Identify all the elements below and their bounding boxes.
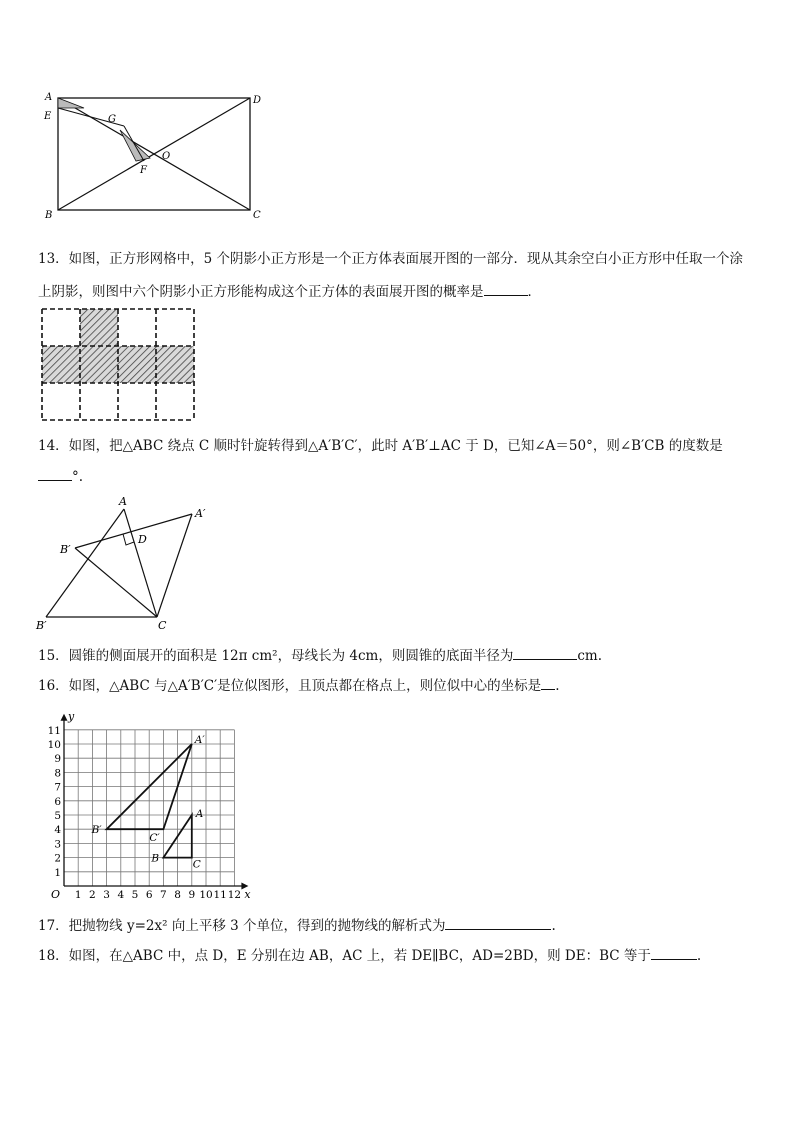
question-13-end: ． <box>527 284 541 300</box>
x-tick-label-12: 12 <box>227 889 242 900</box>
question-17 <box>38 915 556 936</box>
question-18-text: 18．如图，在△ABC 中，点 D，E 分别在边 AB，AC 上，若 DE∥BC，AD=2BD，则 DE：BC 等于 <box>38 948 651 964</box>
label-e: E <box>44 111 52 122</box>
label-o: O <box>162 151 171 162</box>
y-tick-label-8: 8 <box>54 767 61 780</box>
rotation-figure <box>34 492 224 634</box>
y-tick-label-11: 11 <box>47 724 61 737</box>
label-d: D <box>138 533 147 546</box>
vertex-label-1-2: C′ <box>149 832 160 845</box>
y-tick-label-4: 4 <box>54 824 61 837</box>
label-a: A <box>119 495 127 508</box>
question-14-line1: 14．如图，把△ABC 绕点 C 顺时针旋转得到△A′B′C′，此时 A′B′⊥AC 于 D，已知∠A＝50°，则∠B′CB 的度数是 <box>38 438 723 454</box>
x-tick-label-11: 11 <box>213 889 227 900</box>
x-tick-label-5: 5 <box>131 889 139 900</box>
vertex-label-1-1: B′ <box>91 824 102 837</box>
y-axis-arrow <box>61 714 68 721</box>
x-tick-label-10: 10 <box>199 889 213 900</box>
question-13-text: 上阴影，则图中六个阴影小正方形能构成这个正方体的表面展开图的概率是 <box>38 284 484 300</box>
shaded-square-row-4 <box>156 346 194 383</box>
question-18-end: . <box>696 948 702 964</box>
label-g: G <box>108 114 116 125</box>
origin-label: O <box>51 888 61 900</box>
shaded-square-row-1 <box>42 346 80 383</box>
segment-b-prime-c <box>75 548 157 617</box>
x-axis-label: x <box>244 888 251 900</box>
shaded-triangle-aeg <box>58 98 84 108</box>
label-c: C <box>253 210 261 221</box>
y-tick-label-6: 6 <box>54 795 61 808</box>
x-tick-label-6: 6 <box>145 889 153 900</box>
vertex-label-0-2: C <box>192 858 201 871</box>
vertex-label-0-0: A <box>195 808 204 820</box>
question-17-text: 17．把抛物线 y=2x² 向上平移 3 个单位，得到的抛物线的解析式为 <box>38 918 446 934</box>
vertex-label-1-0: A′ <box>194 734 205 746</box>
tick-labels <box>48 725 241 900</box>
y-tick-label-10: 10 <box>47 739 61 751</box>
question-14-line2 <box>38 466 83 487</box>
label-c: C <box>158 619 167 632</box>
y-axis-label: y <box>68 709 75 723</box>
segment-a-prime-b-prime <box>75 514 192 548</box>
x-tick-label-8: 8 <box>174 889 181 900</box>
answer-blank-13[interactable] <box>484 281 528 296</box>
x-tick-label-9: 9 <box>188 889 196 900</box>
grid <box>64 730 234 886</box>
answer-blank-14[interactable] <box>38 466 72 481</box>
label-a-prime: A′ <box>195 507 206 520</box>
question-15-end: cm. <box>577 648 602 664</box>
label-b: B <box>45 210 53 221</box>
x-tick-label-4: 4 <box>117 889 125 900</box>
question-15 <box>38 645 602 666</box>
label-f: F <box>140 165 147 176</box>
x-tick-label-7: 7 <box>160 889 167 900</box>
x-tick-label-2: 2 <box>89 889 96 900</box>
y-tick-label-7: 7 <box>54 781 61 794</box>
question-13-line2 <box>38 281 541 302</box>
homothety-coordinate-chart <box>40 700 272 900</box>
vertex-label-0-1: B <box>151 852 160 865</box>
shaded-square-top <box>80 309 118 346</box>
label-b-prime: B′ <box>60 543 71 556</box>
rectangle-figure <box>40 88 270 226</box>
label-b: B′ <box>36 619 47 632</box>
question-17-end: . <box>551 918 556 934</box>
question-18 <box>38 945 701 966</box>
answer-blank-18[interactable] <box>651 945 697 960</box>
question-15-text: 15．圆锥的侧面展开的面积是 12π cm²，母线长为 4cm，则圆锥的底面半径为 <box>38 648 514 664</box>
segment-ab <box>46 509 124 617</box>
question-14-end: °. <box>72 469 84 485</box>
question-16-end: . <box>555 678 560 694</box>
y-tick-label-1: 1 <box>54 866 61 879</box>
x-tick-label-3: 3 <box>103 889 110 900</box>
y-tick-label-3: 3 <box>54 838 61 851</box>
x-tick-label-1: 1 <box>74 889 82 900</box>
y-tick-label-5: 5 <box>54 810 61 822</box>
answer-blank-16[interactable] <box>541 675 555 690</box>
y-tick-label-9: 9 <box>54 753 61 766</box>
shaded-square-row-2 <box>80 346 118 383</box>
label-a: A <box>45 92 53 103</box>
answer-blank-17[interactable] <box>445 915 551 930</box>
y-tick-label-2: 2 <box>54 852 61 865</box>
segment-a-prime-c <box>157 514 192 617</box>
question-16 <box>38 675 559 696</box>
shaded-square-row-3 <box>118 346 156 383</box>
answer-blank-15[interactable] <box>513 645 577 660</box>
question-13-line1: 13．如图，正方形网格中，5 个阴影小正方形是一个正方体表面展开图的一部分．现从其余空白小正方形中任取一个涂 <box>38 251 744 267</box>
net-grid-figure <box>40 307 196 423</box>
question-16-text: 16．如图，△ABC 与△A′B′C′是位似图形，且顶点都在格点上，则位似中心的坐标是 <box>38 678 542 694</box>
label-d: D <box>253 95 262 106</box>
